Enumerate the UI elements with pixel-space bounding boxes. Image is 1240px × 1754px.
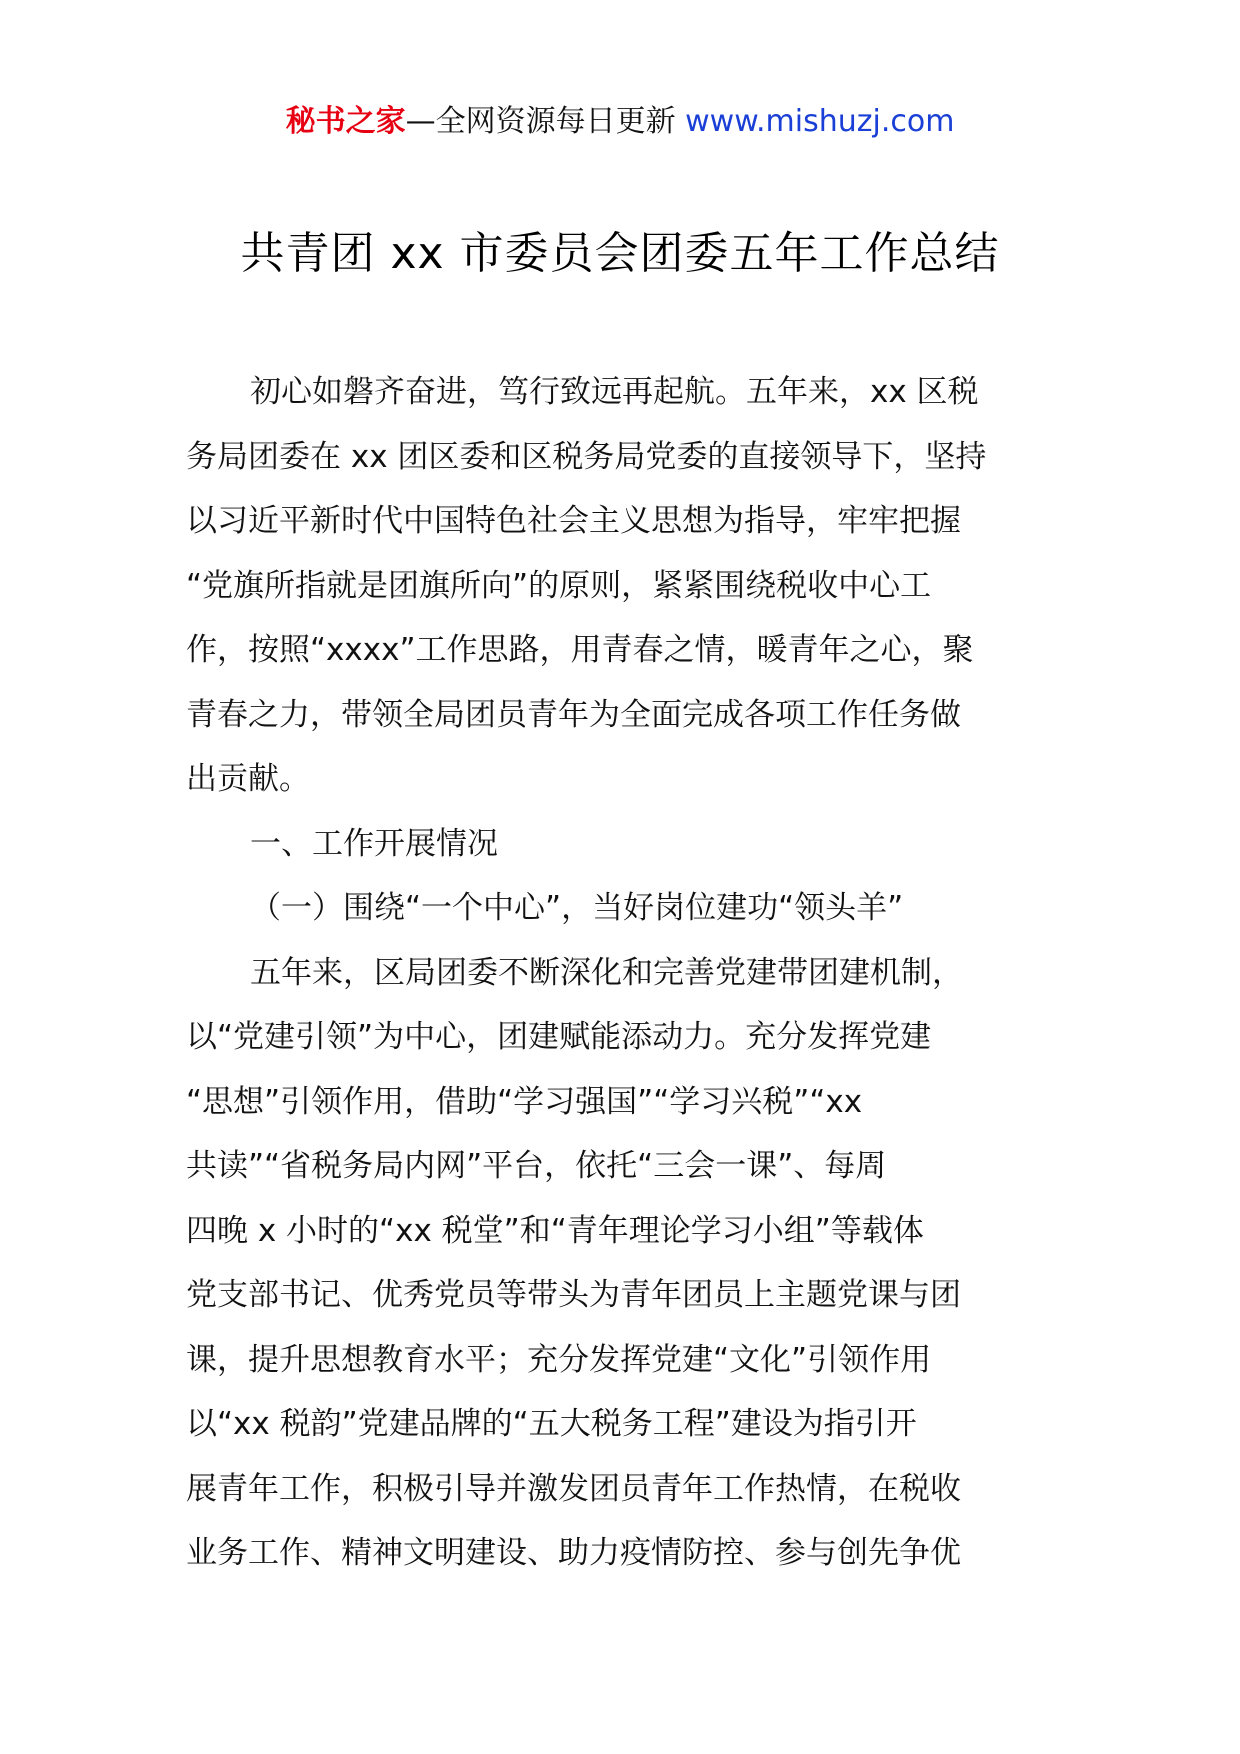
body-line: “党旗所指就是团旗所向”的原则，紧紧围绕税收中心工 [186,567,932,604]
banner-tagline: —全网资源每日更新 [405,104,686,139]
body-line: 务局团委在 xx 团区委和区税务局党委的直接领导下，坚持 [186,438,987,475]
body-line: 五年来，区局团委不断深化和完善党建带团建机制， [250,954,963,991]
brand-name: 秘书之家 [285,104,406,139]
body-line: 四晚 x 小时的“xx 税堂”和“青年理论学习小组”等载体 [186,1212,924,1249]
body-line: 课，提升思想教育水平；充分发挥党建“文化”引领作用 [186,1341,932,1378]
section-heading: 一、工作开展情况 [250,825,498,862]
body-line: 业务工作、精神文明建设、助力疫情防控、参与创先争优 [186,1535,961,1571]
body-line: 以“党建引领”为中心，团建赋能添动力。充分发挥党建 [186,1019,932,1055]
document-title: 共青团 xx 市委员会团委五年工作总结 [240,228,1000,279]
body-line: 出贡献。 [186,761,310,797]
body-line: 初心如磐齐奋进，笃行致远再起航。五年来，xx 区税 [250,374,979,410]
document-body [186,360,1066,1586]
body-line: 展青年工作，积极引导并激发团员青年工作热情，在税收 [186,1470,961,1507]
site-banner [0,100,1240,144]
body-line: 党支部书记、优秀党员等带头为青年团员上主题党课与团 [186,1277,961,1313]
body-line: 以“xx 税韵”党建品牌的“五大税务工程”建设为指引开 [186,1406,917,1442]
subsection-heading: （一）围绕“一个中心”，当好岗位建功“领头羊” [250,890,904,926]
site-url-link[interactable]: www.mishuzj.com [685,104,955,139]
body-line: 青春之力，带领全局团员青年为全面完成各项工作任务做 [186,696,961,733]
body-line: 作，按照“xxxx”工作思路，用青春之情，暖青年之心，聚 [186,632,974,668]
body-line: 共读”“省税务局内网”平台，依托“三会一课”、每周 [186,1148,887,1184]
body-line: 以习近平新时代中国特色社会主义思想为指导，牢牢把握 [186,503,961,539]
body-line: “思想”引领作用，借助“学习强国”“学习兴税”“xx [186,1083,863,1120]
